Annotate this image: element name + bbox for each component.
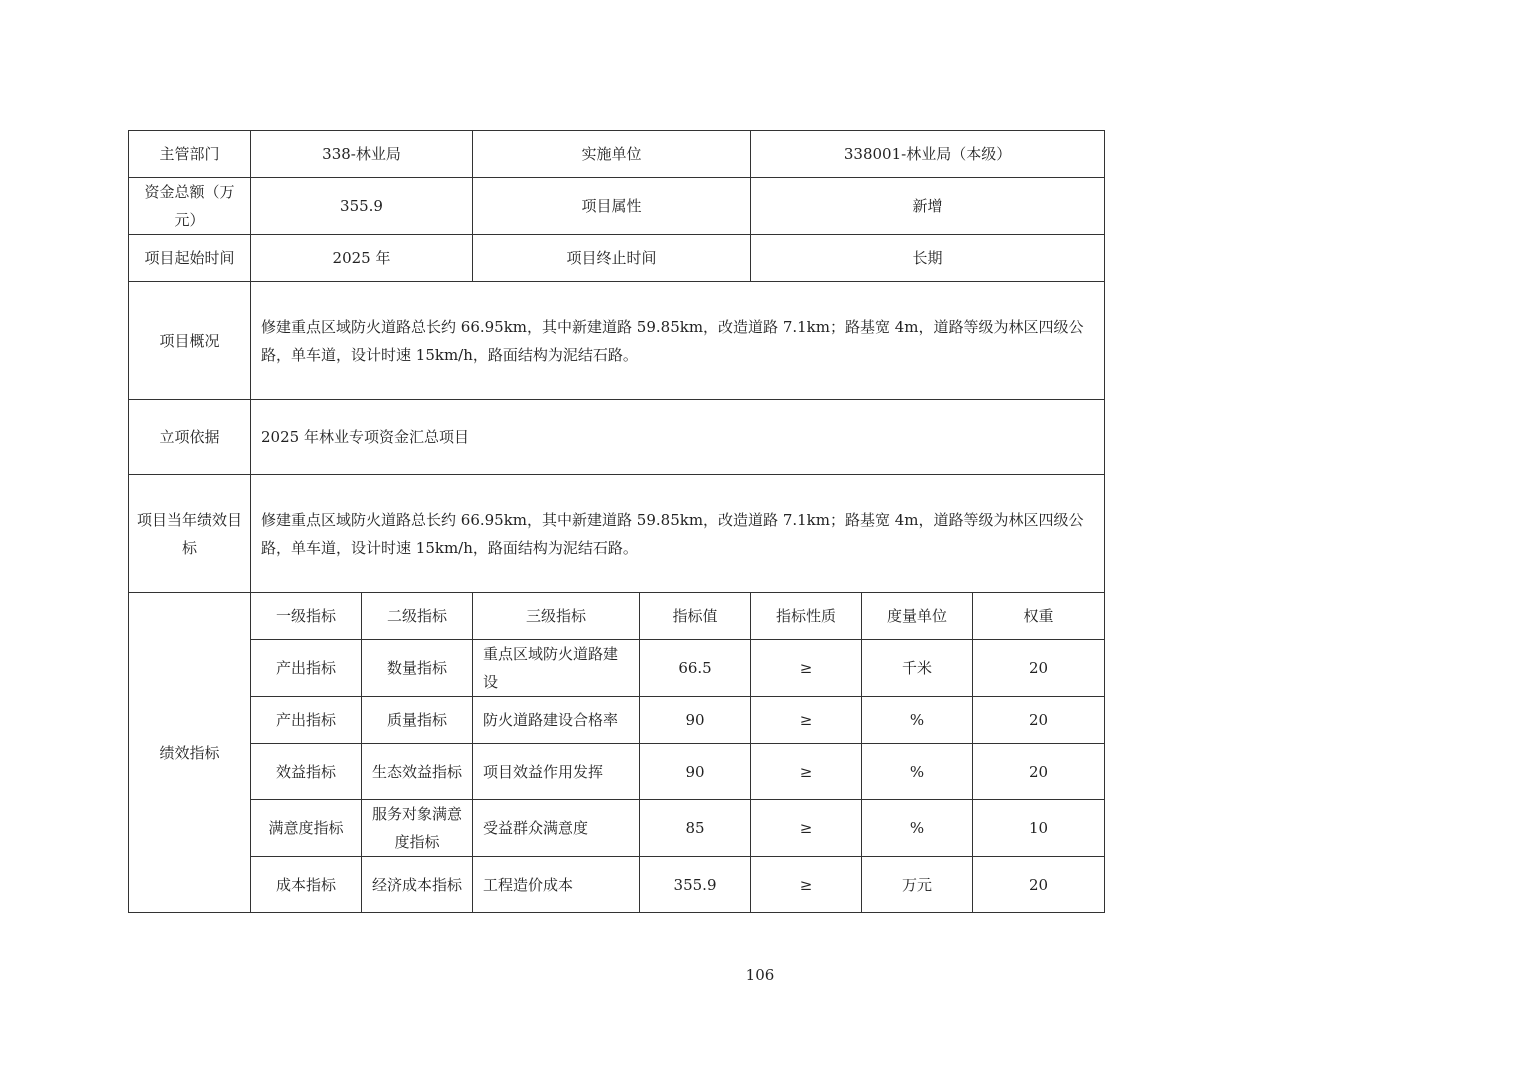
level3-cell: 受益群众满意度 [473,800,640,857]
unit-value: 338001-林业局（本级） [751,131,1105,178]
project-performance-table [128,130,1105,913]
unit-cell: % [862,744,973,800]
unit-cell: % [862,697,973,744]
unit-cell: 千米 [862,640,973,697]
value-cell: 90 [640,697,751,744]
level2-cell: 质量指标 [362,697,473,744]
start-value: 2025 年 [251,235,473,282]
indicator-row [129,697,1105,744]
column-header: 权重 [973,593,1105,640]
weight-cell: 20 [973,697,1105,744]
basis-label: 立项依据 [129,400,251,475]
value-cell: 66.5 [640,640,751,697]
level2-cell: 经济成本指标 [362,857,473,913]
weight-cell: 20 [973,857,1105,913]
indicator-row [129,857,1105,913]
time-row [129,235,1105,282]
indicators-label: 绩效指标 [129,593,251,913]
nature-cell: ≥ [751,857,862,913]
unit-cell: 万元 [862,857,973,913]
unit-cell: % [862,800,973,857]
attr-label: 项目属性 [473,178,751,235]
level1-cell: 产出指标 [251,697,362,744]
fund-value: 355.9 [251,178,473,235]
level1-cell: 效益指标 [251,744,362,800]
overview-text: 修建重点区域防火道路总长约 66.95km，其中新建道路 59.85km，改造道路 7.1km；路基宽 4m，道路等级为林区四级公路，单车道，设计时速 15km/h，路面结构为泥结石路。 [251,282,1105,400]
nature-cell: ≥ [751,800,862,857]
column-header: 指标值 [640,593,751,640]
overview-label: 项目概况 [129,282,251,400]
dept-row [129,131,1105,178]
level3-cell: 防火道路建设合格率 [473,697,640,744]
level3-cell: 项目效益作用发挥 [473,744,640,800]
indicator-row [129,800,1105,857]
goal-text: 修建重点区域防火道路总长约 66.95km，其中新建道路 59.85km，改造道路 7.1km；路基宽 4m，道路等级为林区四级公路，单车道，设计时速 15km/h，路面结构为泥结石路。 [251,475,1105,593]
page-number: 106 [745,966,775,984]
indicator-row [129,744,1105,800]
column-header: 度量单位 [862,593,973,640]
level2-cell: 生态效益指标 [362,744,473,800]
value-cell: 355.9 [640,857,751,913]
weight-cell: 20 [973,744,1105,800]
attr-value: 新增 [751,178,1105,235]
fund-label: 资金总额（万元） [129,178,251,235]
value-cell: 85 [640,800,751,857]
goal-label: 项目当年绩效目标 [129,475,251,593]
goal-row [129,475,1105,593]
level2-cell: 数量指标 [362,640,473,697]
end-label: 项目终止时间 [473,235,751,282]
column-header: 一级指标 [251,593,362,640]
level1-cell: 成本指标 [251,857,362,913]
nature-cell: ≥ [751,744,862,800]
value-cell: 90 [640,744,751,800]
column-header: 二级指标 [362,593,473,640]
start-label: 项目起始时间 [129,235,251,282]
level2-cell: 服务对象满意度指标 [362,800,473,857]
indicator-header-row [129,593,1105,640]
level3-cell: 重点区域防火道路建设 [473,640,640,697]
basis-row [129,400,1105,475]
weight-cell: 10 [973,800,1105,857]
level3-cell: 工程造价成本 [473,857,640,913]
nature-cell: ≥ [751,697,862,744]
dept-label: 主管部门 [129,131,251,178]
fund-row [129,178,1105,235]
end-value: 长期 [751,235,1105,282]
level1-cell: 满意度指标 [251,800,362,857]
basis-text: 2025 年林业专项资金汇总项目 [251,400,1105,475]
column-header: 指标性质 [751,593,862,640]
level1-cell: 产出指标 [251,640,362,697]
column-header: 三级指标 [473,593,640,640]
dept-value: 338-林业局 [251,131,473,178]
nature-cell: ≥ [751,640,862,697]
overview-row [129,282,1105,400]
unit-label: 实施单位 [473,131,751,178]
weight-cell: 20 [973,640,1105,697]
indicator-row [129,640,1105,697]
